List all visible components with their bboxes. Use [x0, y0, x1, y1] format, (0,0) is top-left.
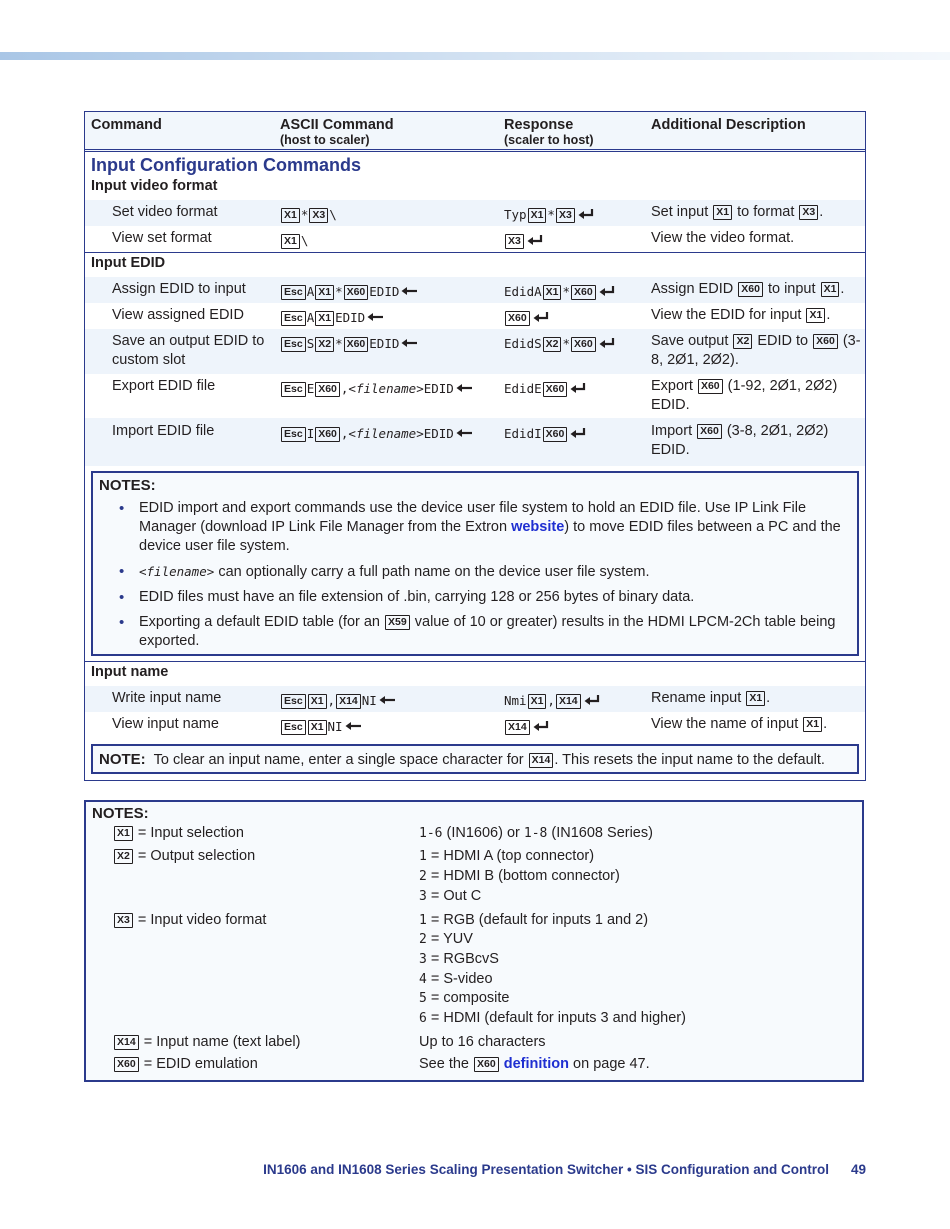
row-label: View set format: [112, 230, 212, 246]
legend-row-x14: X14 = Input name (text label) Up to 16 characters: [92, 1033, 856, 1052]
row-label: Save an output EDID to custom slot: [112, 333, 265, 368]
legend-row-x2: X2 = Output selection 1 = HDMI A (top connector) 2 = HDMI B (bottom connector) 3 = Out C: [92, 847, 856, 906]
footer-title: IN1606 and IN1608 Series Scaling Presentation Switcher • SIS Configuration and Control: [263, 1162, 829, 1177]
response: X14: [504, 715, 651, 738]
note-title: NOTE:: [99, 751, 146, 768]
return-icon: [527, 235, 543, 245]
ascii-command: Esc A X1 EDID: [280, 306, 504, 329]
table-row: [85, 200, 865, 226]
enter-arrow-icon: [401, 286, 417, 296]
table-row: [85, 329, 865, 374]
enter-arrow-icon: [456, 428, 472, 438]
table-row: [85, 277, 865, 303]
ascii-command: Esc E X60 ,<filename>EDID: [280, 377, 504, 418]
ascii-command: Esc A X1 * X60 EDID: [280, 280, 504, 303]
enter-arrow-icon: [401, 338, 417, 348]
group-input-edid: Input EDID: [91, 255, 166, 271]
row-label: Export EDID file: [112, 378, 216, 394]
section-title: Input Configuration Commands: [91, 155, 361, 175]
ascii-command: X1 * X3 \: [280, 203, 504, 226]
response: EdidE X60: [504, 377, 651, 418]
note-item: • EDID import and export commands use the device user file system to hold an EDID file. Use IP Link File Manager (download IP Link File Manager from the Extron website) to move EDID files between a PC and the device user file system.: [139, 499, 851, 556]
enter-arrow-icon: [379, 695, 395, 705]
enter-arrow-icon: [367, 312, 383, 322]
definition-link[interactable]: definition: [503, 1056, 569, 1073]
row-label: Set video format: [112, 204, 218, 220]
header-command: Command: [91, 117, 162, 133]
group-input-name: Input name: [91, 664, 169, 680]
response: EdidA X1 * X60: [504, 280, 651, 303]
notes-title: NOTES:: [99, 477, 156, 494]
note-item: • EDID files must have an file extension of .bin, carrying 128 or 256 bytes of binary data.: [139, 588, 851, 607]
ascii-command: Esc S X2 * X60 EDID: [280, 332, 504, 374]
response: X60: [504, 306, 651, 329]
row-label: View input name: [112, 716, 219, 732]
description: Assign EDID X60 to input X1 .: [651, 281, 845, 297]
legend-row-x60: X60 = EDID emulation See the X60 definition on page 47.: [92, 1055, 856, 1074]
header-response-sub: (scaler to host): [504, 133, 594, 147]
note-item: • Exporting a default EDID table (for an X59 value of 10 or greater) results in the HDMI LPCM-2Ch table being exported.: [139, 613, 851, 651]
description: Import X60 (3-8, 2Ø1, 2Ø2) EDID.: [651, 423, 829, 458]
header-description: Additional Description: [651, 117, 806, 133]
return-icon: [584, 695, 600, 705]
return-icon: [599, 338, 615, 348]
input-name-note: NOTE: To clear an input name, enter a single space character for X14 . This resets the input name to the default.: [91, 744, 859, 774]
table-row: [85, 303, 865, 329]
response: X3: [504, 229, 651, 252]
return-icon: [578, 209, 594, 219]
row-label: Assign EDID to input: [112, 281, 246, 297]
enter-arrow-icon: [456, 383, 472, 393]
row-label: Import EDID file: [112, 423, 215, 439]
table-header: [85, 112, 865, 152]
ascii-command: Esc X1 , X14 NI: [280, 689, 504, 712]
row-label: Write input name: [112, 690, 222, 706]
description: View the name of input X1 .: [651, 716, 828, 732]
ascii-command: Esc X1 NI: [280, 715, 504, 738]
description: View the video format.: [651, 230, 795, 246]
return-icon: [599, 286, 615, 296]
group-input-video-format: Input video format: [91, 178, 218, 194]
variables-legend: [84, 800, 864, 1082]
enter-arrow-icon: [345, 721, 361, 731]
response: EdidS X2 * X60: [504, 332, 651, 374]
table-row: [85, 374, 865, 418]
description: Save output X2 EDID to X60 (3-8, 2Ø1, 2Ø2).: [651, 333, 861, 368]
page-footer: [0, 1162, 866, 1177]
legend-row-x1: X1 = Input selection 1-6 (IN1606) or 1-8 (IN1608 Series): [92, 824, 856, 844]
return-icon: [570, 428, 586, 438]
description: Rename input X1 .: [651, 690, 771, 706]
ascii-command: Esc I X60 ,<filename>EDID: [280, 422, 504, 466]
note-item: • <filename> can optionally carry a full path name on the device user file system.: [139, 562, 851, 582]
table-row: [85, 712, 865, 738]
response: Typ X1 * X3: [504, 203, 651, 226]
ascii-command: X1 \: [280, 229, 504, 252]
page-number: 49: [850, 1162, 866, 1177]
website-link[interactable]: website: [511, 519, 565, 535]
return-icon: [533, 721, 549, 731]
legend-title: NOTES:: [92, 805, 149, 822]
header-ascii-sub: (host to scaler): [280, 133, 370, 147]
response: EdidI X60: [504, 422, 651, 466]
legend-row-x3: X3 = Input video format 1 = RGB (default for inputs 1 and 2) 2 = YUV 3 = RGBcvS 4 = S-video 5 = composite 6 = HDMI (default for inputs 3 and higher): [92, 911, 856, 1029]
top-color-bar: [0, 52, 950, 60]
return-icon: [570, 383, 586, 393]
header-ascii: ASCII Command: [280, 117, 394, 133]
edid-notes-box: [91, 471, 859, 656]
table-row: [85, 686, 865, 712]
description: Set input X1 to format X3 .: [651, 204, 824, 220]
table-row: [85, 418, 865, 466]
command-table: [84, 111, 866, 781]
return-icon: [533, 312, 549, 322]
header-response: Response: [504, 117, 574, 133]
table-row: [85, 226, 865, 252]
description: View the EDID for input X1 .: [651, 307, 831, 323]
description: Export X60 (1-92, 2Ø1, 2Ø2) EDID.: [651, 378, 838, 413]
row-label: View assigned EDID: [112, 307, 244, 323]
response: Nmi X1 , X14: [504, 689, 651, 712]
